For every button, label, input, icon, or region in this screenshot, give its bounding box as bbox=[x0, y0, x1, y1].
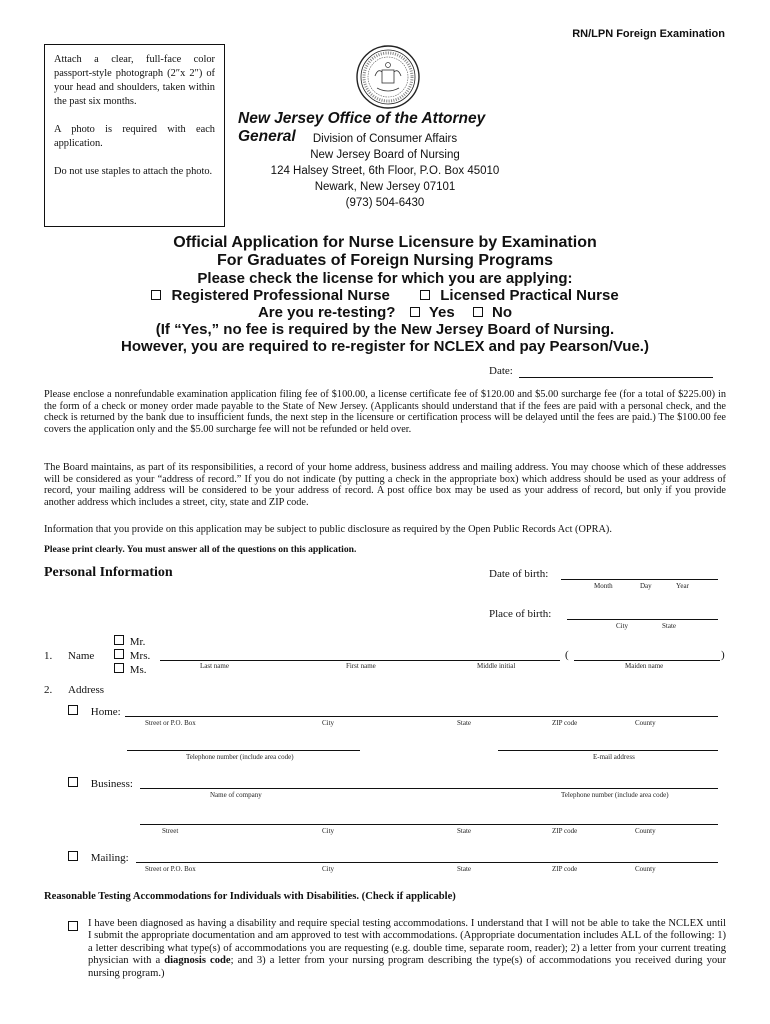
home-county-sub: County bbox=[635, 719, 656, 727]
retesting-question: Are you re-testing? bbox=[257, 304, 396, 321]
mailing-county-sub: County bbox=[635, 865, 656, 873]
mailing-city-sub: City bbox=[322, 865, 335, 873]
middle-initial-sub: Middle initial bbox=[477, 662, 516, 670]
date-field[interactable] bbox=[519, 377, 713, 378]
retesting-no-checkbox[interactable] bbox=[473, 307, 483, 317]
rn-checkbox[interactable] bbox=[151, 290, 161, 300]
ms-label: Ms. bbox=[129, 664, 147, 676]
form-label: RN/LPN Foreign Examination bbox=[572, 28, 725, 40]
mailing-row bbox=[68, 851, 129, 864]
address-of-record-paragraph: The Board maintains, as part of its responsibilities, a record of your home address, business address and mailing address. You may choose which of these addresses will be considered as your “address of record.” If you do not indicate (by putting a check in the appropriate box) which address should be used as your address of record, your mailing address will be considered to be your address of record. A post office box may be used as your address of record, but only if you provide another address which includes a street, city, state and ZIP code. bbox=[44, 462, 726, 508]
address-number: 2. bbox=[44, 684, 53, 696]
name-label: Name bbox=[68, 650, 95, 662]
maiden-close-paren: ) bbox=[721, 649, 725, 661]
mrs-checkbox[interactable] bbox=[114, 649, 124, 659]
pob-field[interactable] bbox=[567, 619, 718, 620]
pob-label: Place of birth: bbox=[489, 608, 552, 620]
dob-day-sub: Day bbox=[640, 582, 652, 590]
name-field[interactable] bbox=[160, 660, 560, 661]
business-city-sub: City bbox=[322, 827, 335, 835]
title-mrs[interactable] bbox=[114, 649, 150, 662]
business-row bbox=[68, 777, 133, 790]
mailing-address-field[interactable] bbox=[136, 862, 718, 863]
ms-checkbox[interactable] bbox=[114, 663, 124, 673]
rn-label: Registered Professional Nurse bbox=[171, 287, 390, 304]
retesting-yes-label: Yes bbox=[428, 304, 455, 321]
home-phone-sub: Telephone number (include area code) bbox=[186, 753, 294, 761]
business-company-field[interactable] bbox=[140, 788, 718, 789]
dob-label: Date of birth: bbox=[489, 568, 549, 580]
retesting-note bbox=[40, 321, 730, 355]
accommodations-checkbox[interactable] bbox=[68, 921, 78, 931]
print-clearly-note: Please print clearly. You must answer all of the questions on this application. bbox=[44, 544, 357, 555]
mailing-street-sub: Street or P.O. Box bbox=[145, 865, 196, 873]
agency-board: New Jersey Board of Nursing bbox=[310, 149, 460, 161]
agency-street: 124 Halsey Street, 6th Floor, P.O. Box 45010 bbox=[270, 165, 500, 177]
retesting-yes-checkbox[interactable] bbox=[410, 307, 420, 317]
mr-label: Mr. bbox=[129, 636, 146, 648]
date-label: Date: bbox=[489, 365, 513, 377]
maiden-name-sub: Maiden name bbox=[625, 662, 664, 670]
accommodations-text-post: ; and 3) a letter from your nursing program describing the type(s) of accommodations you received during your nursing program.) bbox=[88, 955, 726, 979]
business-county-sub: County bbox=[635, 827, 656, 835]
mr-checkbox[interactable] bbox=[114, 635, 124, 645]
agency-name: New Jersey Office of the Attorney General bbox=[238, 110, 486, 145]
dob-field[interactable] bbox=[561, 579, 718, 580]
business-street-sub: Street bbox=[162, 827, 179, 835]
license-prompt: Please check the license for which you are applying: bbox=[197, 270, 573, 287]
pob-state-sub: State bbox=[662, 622, 676, 630]
business-checkbox[interactable] bbox=[68, 777, 78, 787]
mailing-zip-sub: ZIP code bbox=[552, 865, 578, 873]
address-label: Address bbox=[68, 684, 105, 696]
accommodations-text bbox=[88, 918, 726, 980]
retesting-row bbox=[40, 304, 730, 321]
retesting-note-2: However, you are required to re-register for NCLEX and pay Pearson/Vue.) bbox=[121, 338, 649, 355]
mailing-state-sub: State bbox=[457, 865, 471, 873]
home-zip-sub: ZIP code bbox=[552, 719, 578, 727]
maiden-name-field[interactable] bbox=[574, 660, 720, 661]
agency-division: Division of Consumer Affairs bbox=[312, 133, 458, 145]
agency-address-block bbox=[235, 131, 535, 211]
mailing-label: Mailing: bbox=[90, 852, 129, 864]
retesting-note-1: (If “Yes,” no fee is required by the New Jersey Board of Nursing. bbox=[155, 321, 615, 338]
business-label: Business: bbox=[90, 778, 133, 790]
photo-attachment-box bbox=[44, 44, 225, 227]
personal-info-heading: Personal Information bbox=[44, 565, 173, 580]
home-label: Home: bbox=[90, 706, 121, 718]
retesting-no-label: No bbox=[492, 304, 513, 321]
business-address-field[interactable] bbox=[140, 824, 718, 825]
lpn-label: Licensed Practical Nurse bbox=[440, 287, 619, 304]
dob-year-sub: Year bbox=[676, 582, 689, 590]
mrs-label: Mrs. bbox=[129, 650, 151, 662]
opra-paragraph: Information that you provide on this application may be subject to public disclosure as required by the Open Public Records Act (OPRA). bbox=[44, 524, 612, 535]
company-sub: Name of company bbox=[210, 791, 262, 799]
title-mr[interactable] bbox=[114, 635, 145, 648]
accommodations-text-pre: I have been diagnosed as having a disability and require special testing accommodations. I understand that I will not be able to take the NCLEX until I submit the appropriate documentation and am approved to test with accommodations. (Appropriate documentation includes ALL of the following: 1) a letter describing what type(s) of accommodations you are requesting (e.g. double time, separate room, reader); 2) a letter from your current treating physician with a bbox=[88, 918, 727, 967]
agency-phone: (973) 504-6430 bbox=[345, 197, 425, 209]
business-state-sub: State bbox=[457, 827, 471, 835]
mailing-checkbox[interactable] bbox=[68, 851, 78, 861]
home-address-field[interactable] bbox=[125, 716, 718, 717]
fee-paragraph: Please enclose a nonrefundable examination application filing fee of $100.00, a license certificate fee of $120.00 and $5.00 surcharge fee (for a total of $225.00) in the form of a check or money order made payable to the State of New Jersey. (Applicants should understand that if the fees are paid with a personal check, and the check is returned by the bank due to insufficient funds, the next step in the licensure or certification process will be delayed until the fees are paid.) The $100.00 fee covers the application only and the $5.00 surcharge fee will not be refunded or held over. bbox=[44, 389, 726, 435]
diagnosis-code-emphasis: diagnosis code bbox=[164, 955, 231, 967]
email-field[interactable] bbox=[498, 750, 718, 751]
last-name-sub: Last name bbox=[200, 662, 229, 670]
email-sub: E-mail address bbox=[593, 753, 635, 761]
accommodations-heading: Reasonable Testing Accommodations for Individuals with Disabilities. (Check if applicable) bbox=[44, 891, 456, 902]
name-number: 1. bbox=[44, 650, 53, 662]
photo-required-note: A photo is required with each application. bbox=[54, 124, 215, 149]
home-row bbox=[68, 705, 121, 718]
maiden-open-paren: ( bbox=[565, 649, 569, 661]
home-checkbox[interactable] bbox=[68, 705, 78, 715]
home-city-sub: City bbox=[322, 719, 335, 727]
home-street-sub: Street or P.O. Box bbox=[145, 719, 196, 727]
business-phone-sub: Telephone number (include area code) bbox=[561, 791, 669, 799]
title-line-2: For Graduates of Foreign Nursing Programs bbox=[216, 252, 554, 269]
photo-instructions: Attach a clear, full-face color passport-style photograph (2″x 2″) of your head and shoulders, taken within the past six months. bbox=[54, 54, 215, 107]
lpn-checkbox[interactable] bbox=[420, 290, 430, 300]
home-state-sub: State bbox=[457, 719, 471, 727]
pob-city-sub: City bbox=[616, 622, 629, 630]
title-ms[interactable] bbox=[114, 663, 147, 676]
agency-city: Newark, New Jersey 07101 bbox=[314, 181, 456, 193]
license-options bbox=[40, 287, 730, 304]
state-seal-logo bbox=[355, 44, 421, 110]
title-line-1: Official Application for Nurse Licensure by Examination bbox=[173, 234, 597, 251]
business-zip-sub: ZIP code bbox=[552, 827, 578, 835]
first-name-sub: First name bbox=[346, 662, 376, 670]
photo-staples-note: Do not use staples to attach the photo. bbox=[54, 166, 213, 177]
home-phone-field[interactable] bbox=[127, 750, 360, 751]
dob-month-sub: Month bbox=[594, 582, 613, 590]
application-title bbox=[40, 234, 730, 270]
